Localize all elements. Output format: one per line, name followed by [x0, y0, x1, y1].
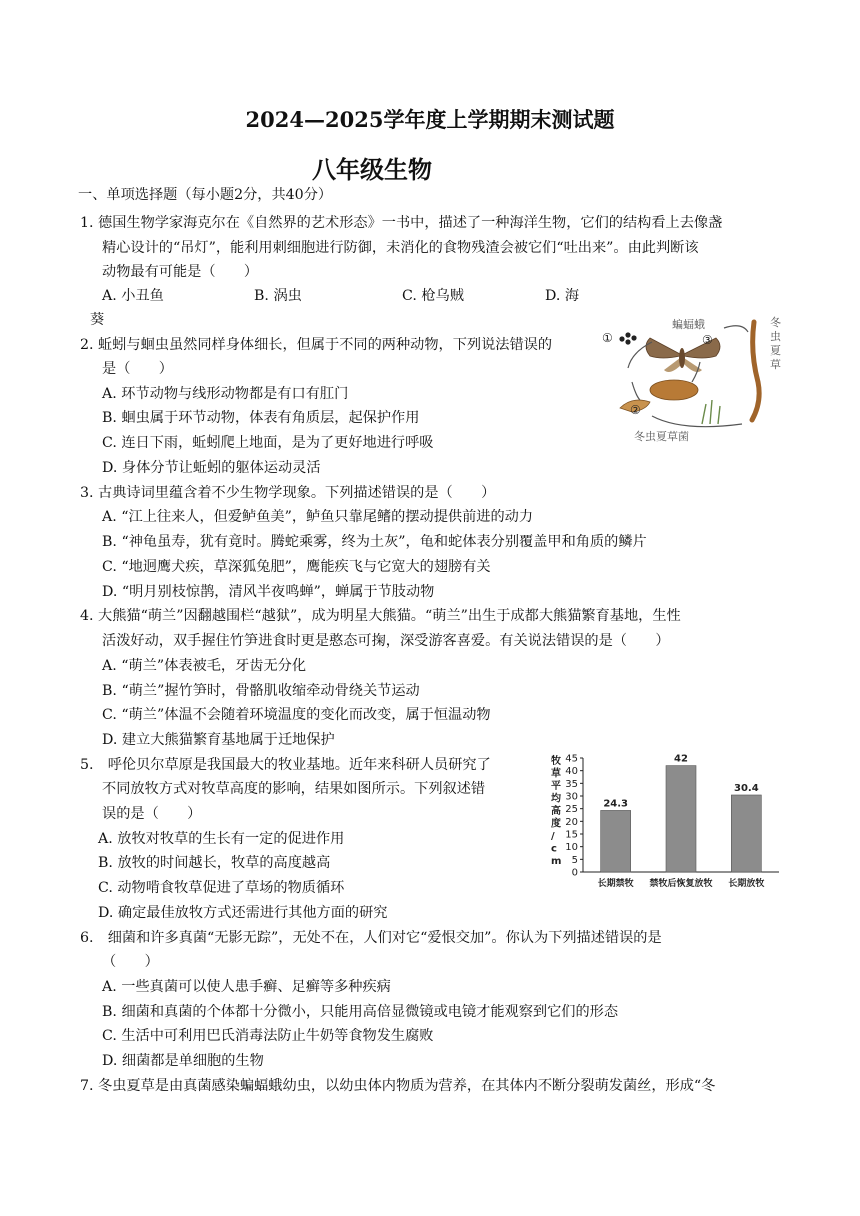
lifecycle-figure	[592, 312, 792, 444]
x-category-label: 禁牧后恢复放牧	[649, 879, 713, 889]
cordyceps-label-2: 虫	[770, 330, 781, 343]
step-1-label: ①	[602, 331, 613, 345]
y-tick-label: 40	[565, 766, 578, 778]
question-5-line-1: 5. 呼伦贝尔草原是我国最大的牧业基地。近年来科研人员研究了	[80, 757, 491, 773]
question-5-option-c: C. 动物啃食牧草促进了草场的物质循环	[98, 880, 345, 896]
question-6-option-a: A. 一些真菌可以使人患手癣、足癣等多种疾病	[102, 979, 391, 995]
y-axis-label-char: 牧	[551, 756, 561, 767]
question-1-option-d-wrap: 葵	[90, 312, 105, 328]
y-tick-label: 5	[571, 854, 578, 866]
y-tick-label: 30	[565, 791, 578, 803]
cordyceps-label-3: 夏	[770, 344, 781, 357]
lifecycle-arrows	[628, 326, 748, 427]
bar-value-label: 30.4	[733, 782, 759, 794]
question-3-option-c: C. “地迥鹰犬疾，草深狐兔肥”，鹰能疾飞与它宽大的翅膀有关	[102, 559, 491, 575]
question-3-line-1: 3. 古典诗词里蕴含着不少生物学现象。下列描述错误的是（ ）	[80, 485, 496, 501]
page-subtitle: 八年级生物	[312, 155, 432, 184]
question-1-line-2: 精心设计的“吊灯”，能利用刺细胞进行防御，未消化的食物残渣会被它们“吐出来”。由此判断该	[102, 240, 699, 256]
question-6-option-b: B. 细菌和真菌的个体都十分微小，只能用高倍显微镜或电镜才能观察到它们的形态	[102, 1004, 619, 1020]
question-2-option-b: B. 蛔虫属于环节动物，体表有角质层，起保护作用	[102, 410, 420, 426]
cordyceps-label-1: 冬	[770, 316, 781, 329]
bar-value-label: 42	[674, 753, 688, 765]
y-tick-label: 0	[571, 867, 578, 879]
fungus-sprout-illustration	[702, 400, 720, 424]
moth-label: 蝙蝠蛾	[672, 318, 705, 331]
question-2-option-a: A. 环节动物与线形动物都是有口有肛门	[102, 386, 349, 402]
question-1-line-1: 1. 德国生物学家海克尔在《自然界的艺术形态》一书中，描述了一种海洋生物，它们的结构看上去像盏	[80, 215, 723, 231]
question-1-option-a: A. 小丑鱼	[102, 288, 164, 304]
y-tick-label: 20	[565, 816, 578, 828]
y-tick-label: 45	[565, 753, 578, 765]
question-3-option-b: B. “神龟虽寿，犹有竟时。腾蛇乘雾，终为土灰”，龟和蛇体表分别覆盖甲和角质的鳞片	[102, 534, 647, 550]
step-3-label: ③	[702, 333, 713, 347]
question-4-line-2: 活泼好动，双手握住竹笋进食时更是憨态可掬，深受游客喜爱。有关说法错误的是（ ）	[102, 633, 670, 649]
eggs-illustration	[619, 332, 636, 344]
question-4-option-c: C. “萌兰”体温不会随着环境温度的变化而改变，属于恒温动物	[102, 707, 491, 723]
question-6-line-1: 6. 细菌和许多真菌“无影无踪”，无处不在，人们对它“爱恨交加”。你认为下列描述错误的是	[80, 930, 662, 946]
question-5-option-b: B. 放牧的时间越长，牧草的高度越高	[98, 855, 331, 871]
y-tick-label: 35	[565, 778, 578, 790]
y-tick-label: 25	[565, 804, 578, 816]
y-tick-label: 15	[565, 829, 578, 841]
question-2-option-c: C. 连日下雨，蚯蚓爬上地面，是为了更好地进行呼吸	[102, 435, 434, 451]
bar	[666, 766, 696, 872]
section-heading: 一、单项选择题（每小题2分，共40分）	[78, 187, 333, 203]
question-4-option-a: A. “萌兰”体表被毛，牙齿无分化	[102, 658, 307, 674]
question-2-line-2: 是（ ）	[102, 361, 173, 377]
question-4-option-d: D. 建立大熊猫繁育基地属于迁地保护	[102, 732, 335, 748]
question-2-option-d: D. 身体分节让蚯蚓的躯体运动灵活	[102, 460, 321, 476]
question-6-option-d: D. 细菌都是单细胞的生物	[102, 1053, 264, 1069]
y-axis-label-char: /	[551, 831, 555, 842]
step-2-label: ②	[630, 403, 641, 417]
question-5-line-3: 误的是（ ）	[102, 806, 202, 822]
question-5-option-d: D. 确定最佳放牧方式还需进行其他方面的研究	[98, 905, 388, 921]
y-axis-label-char: c	[551, 843, 557, 855]
question-1-line-3: 动物最有可能是（ ）	[102, 264, 259, 280]
pupa-illustration	[650, 380, 698, 400]
x-category-label: 长期禁牧	[597, 879, 634, 889]
y-axis-label-char: 均	[551, 793, 561, 805]
cordyceps-label-4: 草	[770, 358, 781, 371]
bar	[731, 795, 761, 872]
x-category-label: 长期放牧	[728, 879, 765, 889]
question-1-option-c: C. 枪乌贼	[402, 288, 464, 304]
bar	[601, 810, 631, 872]
question-6-line-2: （ ）	[102, 954, 159, 970]
page-title: 2024—2025学年度上学期期末测试题	[245, 107, 615, 132]
y-axis-label-char: m	[551, 856, 562, 867]
question-5-option-a: A. 放牧对牧草的生长有一定的促进作用	[98, 831, 345, 847]
question-1-option-d: D. 海	[545, 288, 580, 304]
y-tick-label: 10	[565, 842, 578, 854]
bar-value-label: 24.3	[603, 798, 629, 810]
question-4-option-b: B. “萌兰”握竹笋时，骨骼肌收缩牵动骨绕关节运动	[102, 683, 420, 699]
question-1-option-b: B. 涡虫	[254, 288, 302, 304]
question-3-option-d: D. “明月别枝惊鹊，清风半夜鸣蝉”，蝉属于节肢动物	[102, 584, 435, 600]
question-4-line-1: 4. 大熊猫“萌兰”因翻越围栏“越狱”，成为明星大熊猫。“萌兰”出生于成都大熊猫繁育基地，生性	[80, 608, 681, 624]
y-axis-label-char: 平	[551, 781, 561, 792]
y-axis-label-char: 高	[551, 806, 561, 817]
y-axis-label-char: 草	[551, 768, 561, 780]
question-5-line-2: 不同放牧方式对牧草高度的影响，结果如图所示。下列叙述错	[102, 781, 486, 797]
fungus-label: 冬虫夏草菌	[634, 430, 689, 443]
question-7-line-1: 7. 冬虫夏草是由真菌感染蝙蝠蛾幼虫，以幼虫体内物质为营养，在其体内不断分裂萌发菌丝，形成“冬	[80, 1078, 716, 1094]
question-6-option-c: C. 生活中可利用巴氏消毒法防止牛奶等食物发生腐败	[102, 1028, 434, 1044]
question-3-option-a: A. “江上往来人，但爱鲈鱼美”，鲈鱼只靠尾鳍的摆动提供前进的动力	[102, 509, 534, 525]
y-axis-label-char: 度	[551, 818, 561, 830]
cordyceps-illustration	[752, 322, 759, 420]
grazing-bar-chart	[545, 752, 785, 892]
question-2-line-1: 2. 蚯蚓与蛔虫虽然同样身体细长，但属于不同的两种动物，下列说法错误的	[80, 337, 553, 353]
